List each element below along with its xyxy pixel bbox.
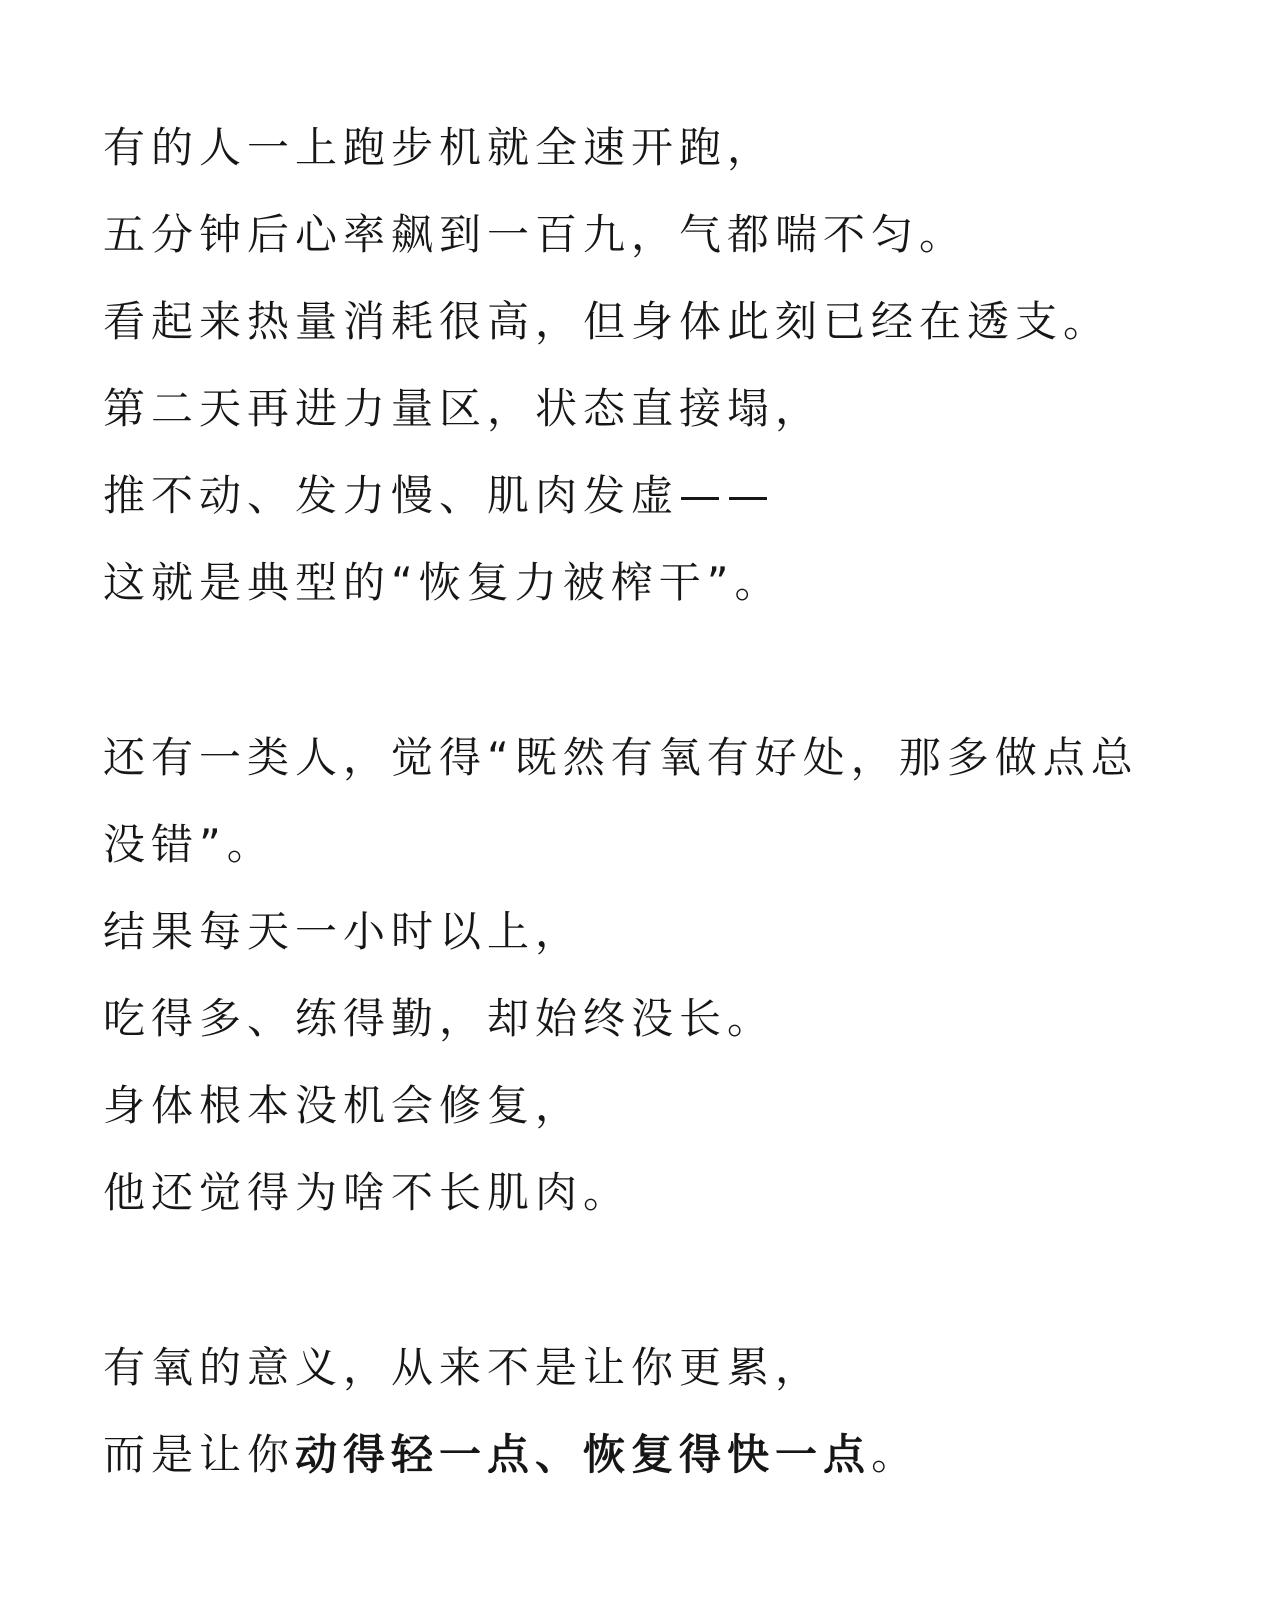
text-line: 第二天再进力量区，状态直接塌， [103,384,824,433]
text-line: 这就是典型的“恢复力被榨干”。 [103,558,783,607]
text-line: 五分钟后心率飙到一百九，气都喘不匀。 [103,210,968,259]
text-line: 没错”。 [103,820,275,869]
text-line: 看起来热量消耗很高，但身体此刻已经在透支。 [103,297,1112,346]
text-line: 吃得多、练得勤，却始终没长。 [103,994,776,1043]
text-segment: 。 [871,1430,920,1479]
text-line-emphasis [103,1427,919,1483]
bold-phrase: 动得轻一点 [295,1430,536,1479]
bold-phrase: 恢复得快一点 [583,1430,872,1479]
text-segment: 而是让你 [103,1430,296,1479]
text-line: 身体根本没机会修复， [103,1081,584,1130]
text-line: 他还觉得为啥不长肌肉。 [103,1168,632,1217]
text-line: 推不动、发力慢、肌肉发虚—— [103,471,776,520]
bold-separator: 、 [535,1430,584,1479]
text-line: 还有一类人，觉得“既然有氧有好处，那多做点总 [103,733,1139,782]
text-line: 有氧的意义，从来不是让你更累， [103,1343,824,1392]
text-line: 有的人一上跑步机就全速开跑， [103,123,776,172]
text-line: 结果每天一小时以上， [103,907,584,956]
